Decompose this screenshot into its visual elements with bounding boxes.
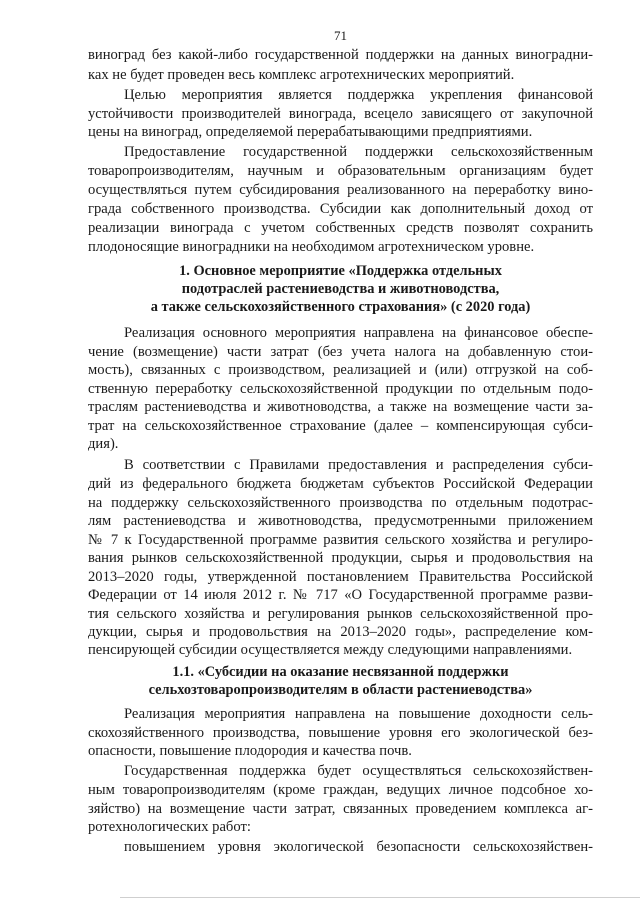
text-line: зяйство) на возмещение части затрат, связанных проведением комплекса аг- [88,801,593,817]
text-line: дукции, сырья и продовольствия на 2013–2020 годы», распределение ком- [88,624,593,640]
text-line: скохозяйственного производства, повышение уровня его экологической без- [88,725,593,741]
text-line: Федерации от 14 июля 2012 г. № 717 «О Государственной программе разви- [88,587,593,603]
text-line: дий из федерального бюджета бюджетам субъектов Российской Федерации [88,476,593,492]
text-line: Предоставление государственной поддержки сельскохозяйственным [124,144,593,160]
text-line: дия). [88,436,119,452]
text-line: ках не будет проведен весь комплекс агротехнических мероприятий. [88,67,515,83]
text-line: Государственная поддержка будет осуществляться сельскохозяйствен- [124,763,593,779]
heading-line: а также сельскохозяйственного страхования» (с 2020 года) [150,299,531,315]
text-line: Реализация основного мероприятия направлена на финансовое обеспе- [124,325,593,341]
heading-line: 1.1. «Субсидии на оказание несвязанной поддержки [172,664,509,680]
text-line: тия сельского хозяйства и регулирования рынков сельскохозяйственной про- [88,606,593,622]
text-line: лям растениеводства и животноводства, предусмотренными приложением [88,513,593,529]
text-line: осуществляться путем субсидирования реализованного на переработку вино- [88,182,593,198]
text-line: плодоносящие виноградники на необходимом агротехническом уровне. [88,239,535,255]
page-number: 71 [334,28,347,43]
text-line: ственную переработку сельскохозяйственной продукции по отдельным подо- [88,381,593,397]
text-line: устойчивости производителей винограда, всецело зависящего от закупочной [88,106,593,122]
text-line: на поддержку сельскохозяйственного производства по отдельным подотрас- [88,495,593,511]
text-line: Целью мероприятия является поддержка укрепления финансовой [124,87,593,103]
scan-edge-line [120,897,640,898]
heading-line: сельхозтоваропроизводителям в области растениеводства» [148,682,533,698]
text-line: вания рынков сельскохозяйственной продукции, сырья и продовольствия на [88,550,593,566]
text-line: мость), связанных с производством, реализацией и (или) отгрузкой на соб- [88,362,593,378]
text-line: 2013–2020 годы, утвержденной постановлением Правительства Российской [88,569,593,585]
text-line: повышением уровня экологической безопасности сельскохозяйствен- [124,839,593,855]
text-line: В соответствии с Правилами предоставления и распределения субси- [124,457,593,473]
text-line: № 7 к Государственной программе развития сельского хозяйства и регулиро- [88,532,593,548]
text-line: ным товаропроизводителям (кроме граждан, ведущих личное подсобное хо- [88,782,593,798]
heading-line: 1. Основное мероприятие «Поддержка отдельных [179,263,502,279]
text-line: опасности, повышение плодородия и качества почв. [88,743,412,759]
text-line: виноград без какой-либо государственной поддержки на данных виноградни- [88,47,593,63]
text-line: траслям растениеводства и животноводства, а также на возмещение части за- [88,399,593,415]
text-line: ротехнологических работ: [88,819,251,835]
text-line: чение (возмещение) части затрат (без учета налога на добавленную стои- [88,344,593,360]
text-line: града собственного производства. Субсидии как дополнительный доход от [88,201,593,217]
text-line: Реализация мероприятия направлена на повышение доходности сель- [124,706,593,722]
text-line: цены на виноград, определяемой перерабатывающими предприятиями. [88,124,533,140]
heading-line: подотраслей растениеводства и животноводства, [181,281,500,297]
text-line: реализации винограда с учетом собственных средств позволят сохранить [88,220,593,236]
text-line: товаропроизводителям, научным и образовательным организациям будет [88,163,593,179]
text-line: пенсирующей субсидии осуществляется между следующими направлениями. [88,642,573,658]
text-line: трат на сельскохозяйственное страхование (далее – компенсирующая субси- [88,418,593,434]
